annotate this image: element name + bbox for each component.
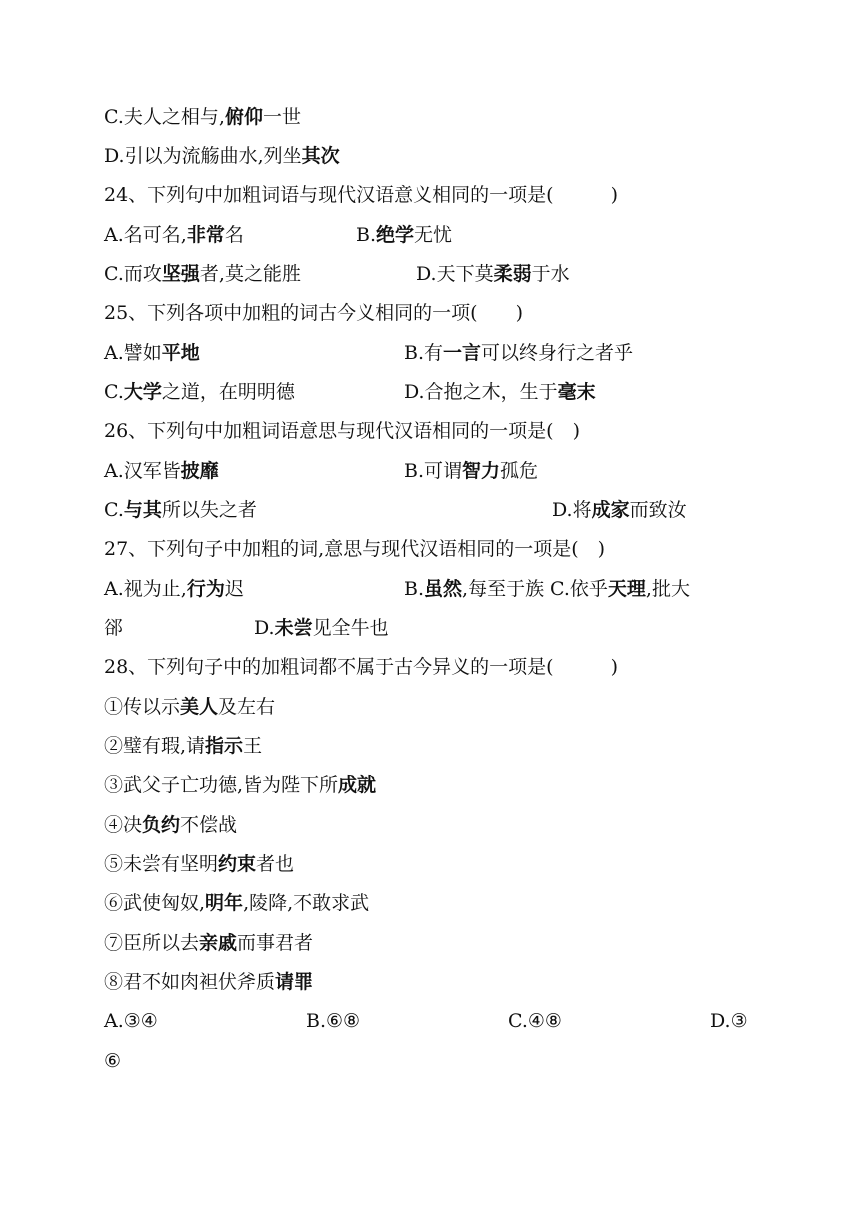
sentence-8: ⑧君不如肉袒伏斧质请罪 xyxy=(104,971,314,993)
text: D.引以为流觞曲水,列坐 xyxy=(104,145,302,167)
question-text: 26、下列句中加粗词语意思与现代汉语相同的一项是( ) xyxy=(104,420,581,442)
sentence-6: ⑥武使匈奴,明年,陵降,不敢求武 xyxy=(104,892,370,914)
q25-options-cd xyxy=(104,377,744,407)
sentence-4: ④决负约不偿战 xyxy=(104,814,238,836)
question-text: 24、下列句中加粗词语与现代汉语意义相同的一项是( ) xyxy=(104,184,619,206)
option-a: A.视为止,行为迟 xyxy=(104,578,244,600)
question-text: 28、下列句子中的加粗词都不属于古今异义的一项是( ) xyxy=(104,656,619,678)
text: C.夫人之相与, xyxy=(104,106,225,128)
text: 一世 xyxy=(262,106,301,128)
sentence-1: ①传以示美人及左右 xyxy=(104,696,276,718)
sentence-3: ③武父子亡功德,皆为陛下所成就 xyxy=(104,774,377,796)
option-a: A.譬如平地 xyxy=(104,342,200,364)
option-d-continued: ⑥ xyxy=(104,1050,122,1072)
question-24 xyxy=(104,180,618,210)
option-c-line xyxy=(104,102,301,132)
option-b: B.⑥⑧ xyxy=(306,1010,361,1032)
question-25 xyxy=(104,298,523,328)
q25-options-ab xyxy=(104,338,744,368)
option-d: D.未尝见全牛也 xyxy=(254,617,389,639)
option-c: C.与其所以失之者 xyxy=(104,499,257,521)
q26-options-cd xyxy=(104,495,744,525)
question-26 xyxy=(104,416,580,446)
option-b: B.绝学无忧 xyxy=(356,224,453,246)
question-27 xyxy=(104,534,605,564)
question-text: 25、下列各项中加粗的词古今义相同的一项( ) xyxy=(104,302,524,324)
q24-options-cd xyxy=(104,259,744,289)
option-b: B.虽然,每至于族 xyxy=(404,578,545,600)
option-b: B.有一言可以终身行之者乎 xyxy=(404,342,634,364)
option-d: D.天下莫柔弱于水 xyxy=(416,263,570,285)
q26-options-ab xyxy=(104,456,744,486)
q27-options-wrap xyxy=(104,613,744,643)
q24-options-ab xyxy=(104,220,744,250)
option-a: A.汉军皆披靡 xyxy=(104,460,219,482)
option-a: A.名可名,非常名 xyxy=(104,224,244,246)
option-d: D.③ xyxy=(710,1010,748,1032)
bold-term: 其次 xyxy=(301,145,340,167)
option-c: C.大学之道，在明明德 xyxy=(104,381,295,403)
sentence-7: ⑦臣所以去亲戚而事君者 xyxy=(104,932,314,954)
option-b: B.可谓智力孤危 xyxy=(404,460,539,482)
question-28 xyxy=(104,652,618,682)
option-c-continued: 郤 xyxy=(104,617,124,639)
option-c: C.依乎天理,批大 xyxy=(550,578,690,600)
option-c: C.④⑧ xyxy=(508,1010,562,1032)
q28-answer-wrap xyxy=(104,1046,121,1076)
option-d: D.合抱之木，生于毫末 xyxy=(404,381,596,403)
sentence-5: ⑤未尝有坚明约束者也 xyxy=(104,853,295,875)
q28-answer-options xyxy=(104,1006,764,1036)
option-c: C.而攻坚强者,莫之能胜 xyxy=(104,263,301,285)
option-d-line xyxy=(104,141,340,171)
question-text: 27、下列句子中加粗的词,意思与现代汉语相同的一项是( ) xyxy=(104,538,606,560)
sentence-2: ②璧有瑕,请指示王 xyxy=(104,735,263,757)
option-d: D.将成家而致汝 xyxy=(552,499,687,521)
bold-term: 俯仰 xyxy=(224,106,263,128)
q27-options-abc xyxy=(104,574,744,604)
option-a: A.③④ xyxy=(104,1010,158,1032)
